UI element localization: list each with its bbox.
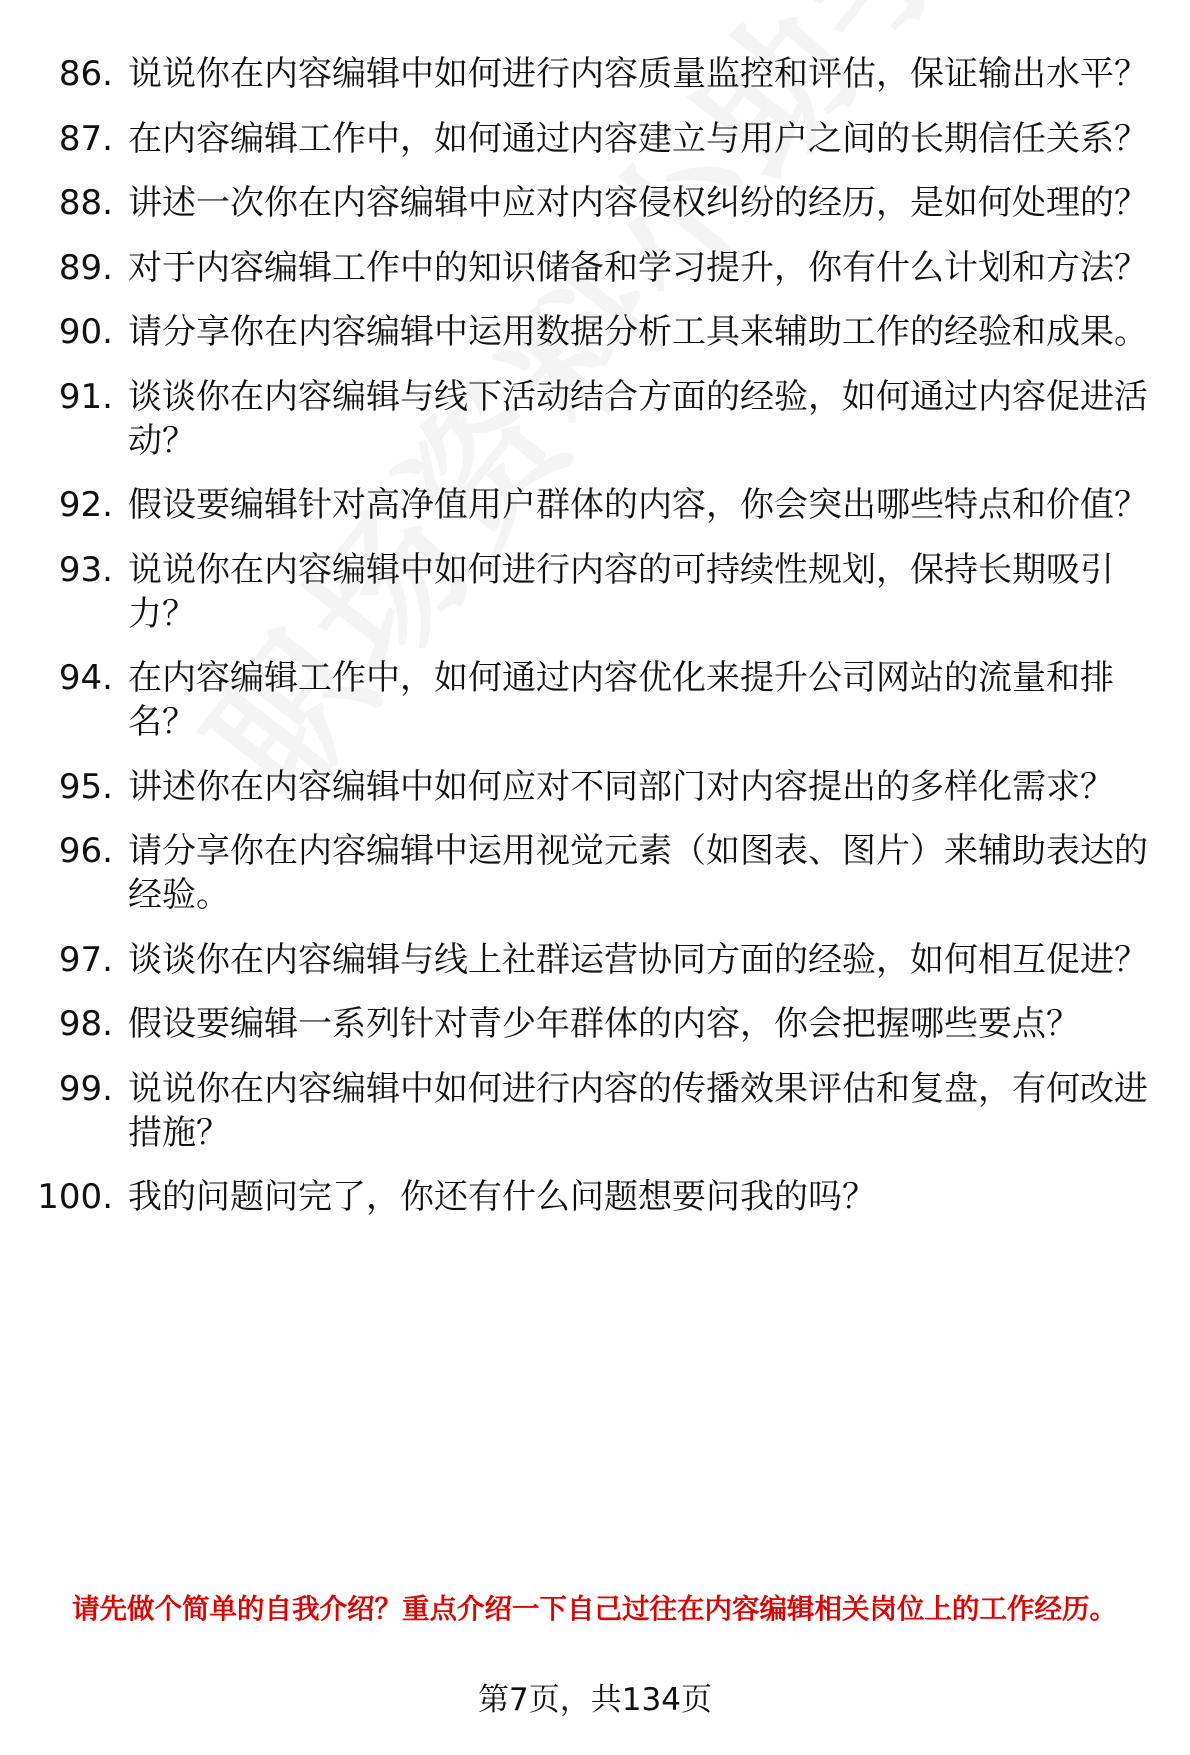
- question-number: 98.: [58, 1004, 113, 1044]
- question-number: 93.: [58, 549, 113, 590]
- question-text: 请分享你在内容编辑中运用视觉元素（如图表、图片）来辅助表达的经验。: [128, 831, 1148, 915]
- question-text: 谈谈你在内容编辑与线上社群运营协同方面的经验，如何相互促进？: [128, 939, 1148, 980]
- question-text: 讲述你在内容编辑中如何应对不同部门对内容提出的多样化需求？: [128, 766, 1114, 807]
- question-item: [36, 1175, 1156, 1219]
- question-item: [36, 765, 1156, 809]
- question-number: 90.: [58, 312, 113, 352]
- question-list: [36, 52, 1156, 1240]
- question-text: 说说你在内容编辑中如何进行内容质量监控和评估，保证输出水平？: [128, 54, 1148, 94]
- question-text: 假设要编辑针对高净值用户群体的内容，你会突出哪些特点和价值？: [128, 485, 1148, 525]
- question-item: [36, 117, 1156, 161]
- question-number: 89.: [58, 247, 113, 288]
- question-number: 99.: [58, 1068, 113, 1109]
- question-text: 说说你在内容编辑中如何进行内容的可持续性规划，保持长期吸引力？: [128, 549, 1114, 634]
- question-item: [36, 938, 1156, 982]
- question-text: 谈谈你在内容编辑与线下活动结合方面的经验，如何通过内容促进活动？: [128, 376, 1148, 461]
- question-text: 我的问题问完了，你还有什么问题想要问我的吗？: [128, 1177, 876, 1217]
- question-item: [36, 52, 1156, 96]
- question-number: 91.: [58, 376, 113, 417]
- question-item: [36, 375, 1156, 463]
- question-item: [36, 656, 1156, 744]
- question-item: [36, 246, 1156, 290]
- question-item: [36, 1067, 1156, 1155]
- question-item: [36, 310, 1156, 354]
- page-footer: 第7页，共134页: [478, 1682, 712, 1718]
- question-item: [36, 829, 1156, 917]
- question-text: 请分享你在内容编辑中运用数据分析工具来辅助工作的经验和成果。: [128, 312, 1148, 352]
- question-number: 95.: [58, 766, 113, 807]
- self-introduction-prompt: 请先做个简单的自我介绍？重点介绍一下自己过往在内容编辑相关岗位上的工作经历。: [72, 1593, 1117, 1625]
- question-item: [36, 548, 1156, 636]
- question-number: 87.: [58, 118, 113, 159]
- question-item: [36, 1002, 1156, 1046]
- question-text: 说说你在内容编辑中如何进行内容的传播效果评估和复盘，有何改进措施？: [128, 1068, 1148, 1153]
- question-number: 88.: [58, 183, 113, 223]
- question-number: 86.: [58, 54, 113, 94]
- question-text: 在内容编辑工作中，如何通过内容优化来提升公司网站的流量和排名？: [128, 658, 1114, 742]
- question-text: 讲述一次你在内容编辑中应对内容侵权纠纷的经历，是如何处理的？: [128, 183, 1148, 223]
- question-text: 对于内容编辑工作中的知识储备和学习提升，你有什么计划和方法？: [128, 247, 1148, 288]
- question-item: [36, 181, 1156, 225]
- question-text: 假设要编辑一系列针对青少年群体的内容，你会把握哪些要点？: [128, 1004, 1080, 1044]
- question-number: 96.: [58, 831, 113, 871]
- question-number: 94.: [58, 658, 113, 698]
- question-item: [36, 483, 1156, 527]
- question-text: 在内容编辑工作中，如何通过内容建立与用户之间的长期信任关系？: [128, 118, 1148, 159]
- question-number: 97.: [58, 939, 113, 980]
- question-number: 92.: [58, 485, 113, 525]
- question-number: 100.: [37, 1177, 113, 1217]
